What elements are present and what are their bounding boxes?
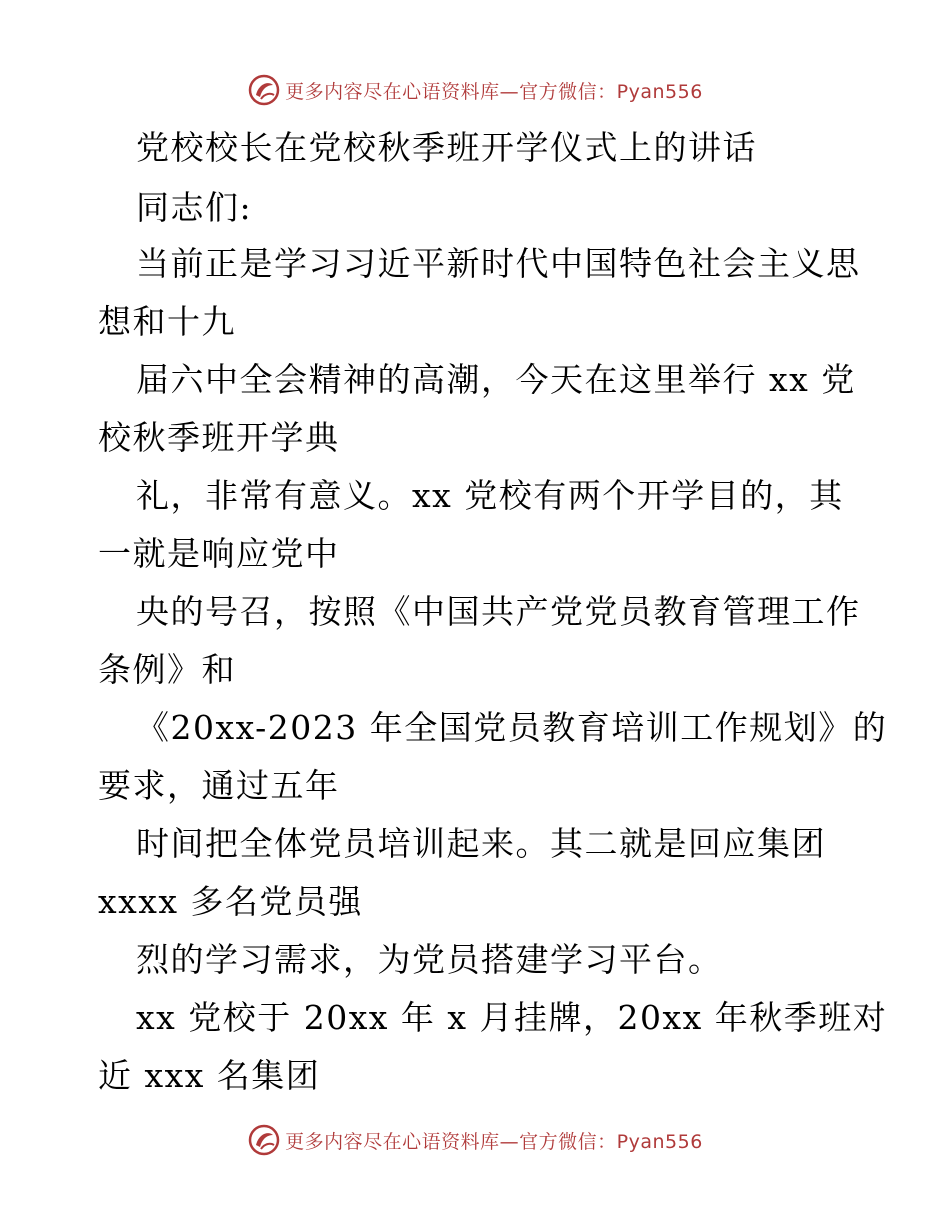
document-title: 党校校长在党校秋季班开学仪式上的讲话 — [136, 128, 757, 167]
paragraph-line: 时间把全体党员培训起来。其二就是回应集团 — [136, 824, 826, 863]
paragraph-line: 条例》和 — [98, 650, 236, 689]
footer-watermark-text: 更多内容尽在心语资料库—官方微信：Pyan556 — [285, 1130, 703, 1153]
header-watermark-banner — [0, 70, 950, 110]
paragraph-line: 当前正是学习习近平新时代中国特色社会主义思 — [136, 244, 861, 283]
red-swirl-logo-icon — [247, 73, 281, 107]
paragraph-line: xx 党校于 20xx 年 x 月挂牌，20xx 年秋季班对 — [136, 998, 888, 1037]
paragraph-line: 想和十九 — [98, 302, 236, 341]
paragraph-line: 《20xx-2023 年全国党员教育培训工作规划》的 — [136, 708, 888, 747]
red-swirl-logo-icon — [247, 1123, 281, 1157]
paragraph-line: 要求，通过五年 — [98, 766, 340, 805]
paragraph-line: 校秋季班开学典 — [98, 418, 340, 457]
paragraph-line: xxxx 多名党员强 — [98, 882, 363, 921]
header-watermark-text: 更多内容尽在心语资料库—官方微信：Pyan556 — [285, 80, 703, 103]
paragraph-line: 礼，非常有意义。xx 党校有两个开学目的，其 — [136, 476, 844, 515]
salutation: 同志们: — [136, 188, 253, 227]
paragraph-line: 央的号召，按照《中国共产党党员教育管理工作 — [136, 592, 861, 631]
paragraph-line: 烈的学习需求，为党员搭建学习平台。 — [136, 940, 723, 979]
paragraph-line: 近 xxx 名集团 — [98, 1056, 321, 1095]
paragraph-line: 一就是响应党中 — [98, 534, 340, 573]
footer-watermark-banner — [0, 1120, 950, 1160]
paragraph-line: 届六中全会精神的高潮，今天在这里举行 xx 党 — [136, 360, 856, 399]
